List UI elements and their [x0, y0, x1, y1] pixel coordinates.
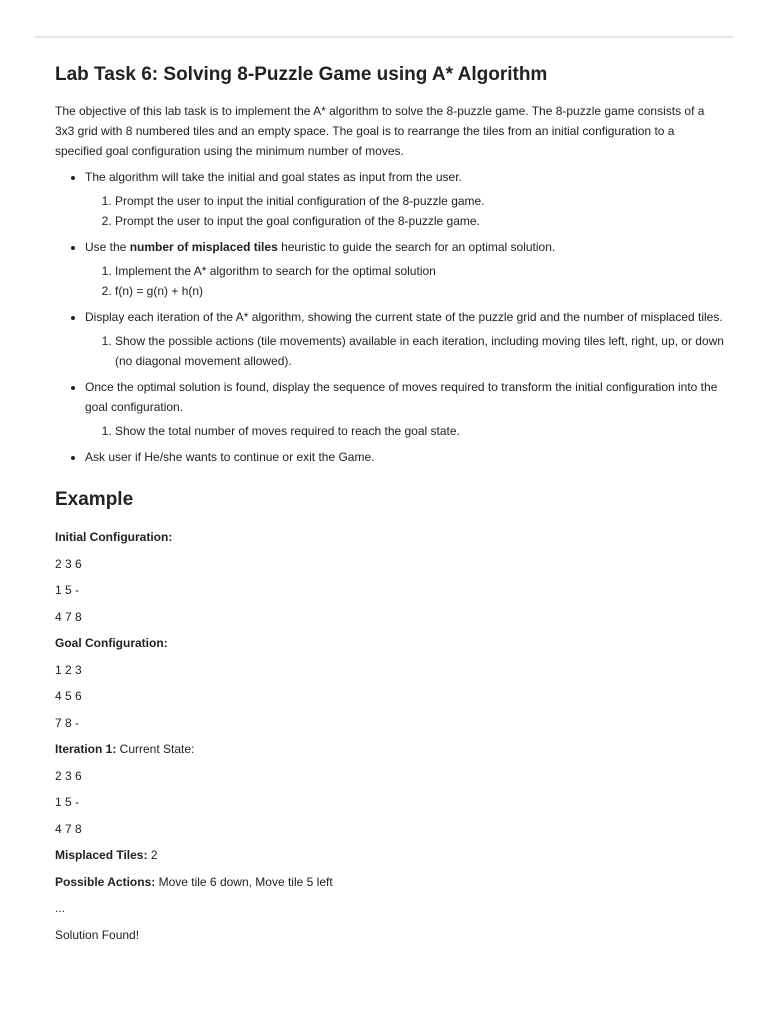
sub-list-item: 2. f(n) = g(n) + h(n) [115, 281, 725, 301]
misplaced-tiles-line: Misplaced Tiles: 2 [55, 848, 158, 862]
list-item-text: Display each iteration of the A* algorithm, showing the current state of the puzzle grid and the number of misplaced tiles. [85, 310, 723, 324]
list-item [85, 447, 725, 467]
initial-config-label: Initial Configuration: [55, 530, 173, 544]
sub-list [85, 421, 725, 441]
intro-paragraph: The objective of this lab task is to implement the A* algorithm to solve the 8-puzzle game. The 8-puzzle game consists of a 3x3 grid with 8 numbered tiles and an empty space. The goal is to rearrange the tiles from an initial configuration to a specified goal configuration using the minimum number of moves. [55, 104, 705, 158]
initial-row: 4 7 8 [55, 609, 82, 624]
list-item-text: Ask user if He/she wants to continue or exit the Game. [85, 450, 375, 464]
list-item [85, 377, 725, 441]
initial-row: 2 3 6 [55, 556, 82, 571]
goal-row: 1 2 3 [55, 662, 82, 677]
example-heading: Example [55, 489, 134, 510]
document-content [55, 62, 725, 951]
list-item [85, 307, 725, 371]
list-item-text-post: heuristic to guide the search for an optimal solution. [277, 240, 556, 254]
iteration-row: 4 7 8 [55, 821, 82, 836]
top-divider [35, 36, 733, 38]
sub-list [85, 261, 725, 301]
goal-row: 4 5 6 [55, 689, 82, 703]
list-item [85, 237, 725, 301]
sub-list [85, 191, 725, 231]
sub-list [85, 331, 725, 371]
sub-list-item: 2. Prompt the user to input the goal configuration of the 8-puzzle game. [115, 211, 725, 231]
heuristic-name: number of misplaced tiles [129, 240, 278, 254]
sub-list-item: 1. Show the possible actions (tile movements) available in each iteration, including moving tiles left, right, up, or down (no diagonal movement allowed). [115, 331, 725, 371]
page-title: Lab Task 6: Solving 8-Puzzle Game using A* Algorithm [55, 64, 548, 85]
goal-row: 7 8 - [55, 715, 80, 730]
list-item-text: Once the optimal solution is found, display the sequence of moves required to transform the initial configuration into the goal configuration. [85, 380, 718, 414]
sub-list-item: 1. Show the total number of moves required to reach the goal state. [115, 421, 725, 441]
sub-list-item: 1. Implement the A* algorithm to search for the optimal solution [115, 261, 725, 281]
list-item-text-pre: Use the [85, 240, 130, 254]
ellipsis: ... [55, 901, 66, 915]
iteration-line: Iteration 1: Current State: [55, 742, 195, 756]
list-item-text: The algorithm will take the initial and goal states as input from the user. [85, 170, 462, 184]
possible-actions-line: Possible Actions: Move tile 6 down, Move tile 5 left [55, 874, 333, 889]
goal-config-label: Goal Configuration: [55, 636, 168, 650]
initial-row: 1 5 - [55, 583, 80, 597]
solution-found: Solution Found! [55, 927, 140, 942]
sub-list-item: 1. Prompt the user to input the initial configuration of the 8-puzzle game. [115, 191, 725, 211]
example-section [55, 527, 725, 945]
iteration-row: 1 5 - [55, 795, 80, 809]
requirements-list [55, 167, 725, 467]
list-item [85, 167, 725, 231]
iteration-row: 2 3 6 [55, 768, 82, 783]
